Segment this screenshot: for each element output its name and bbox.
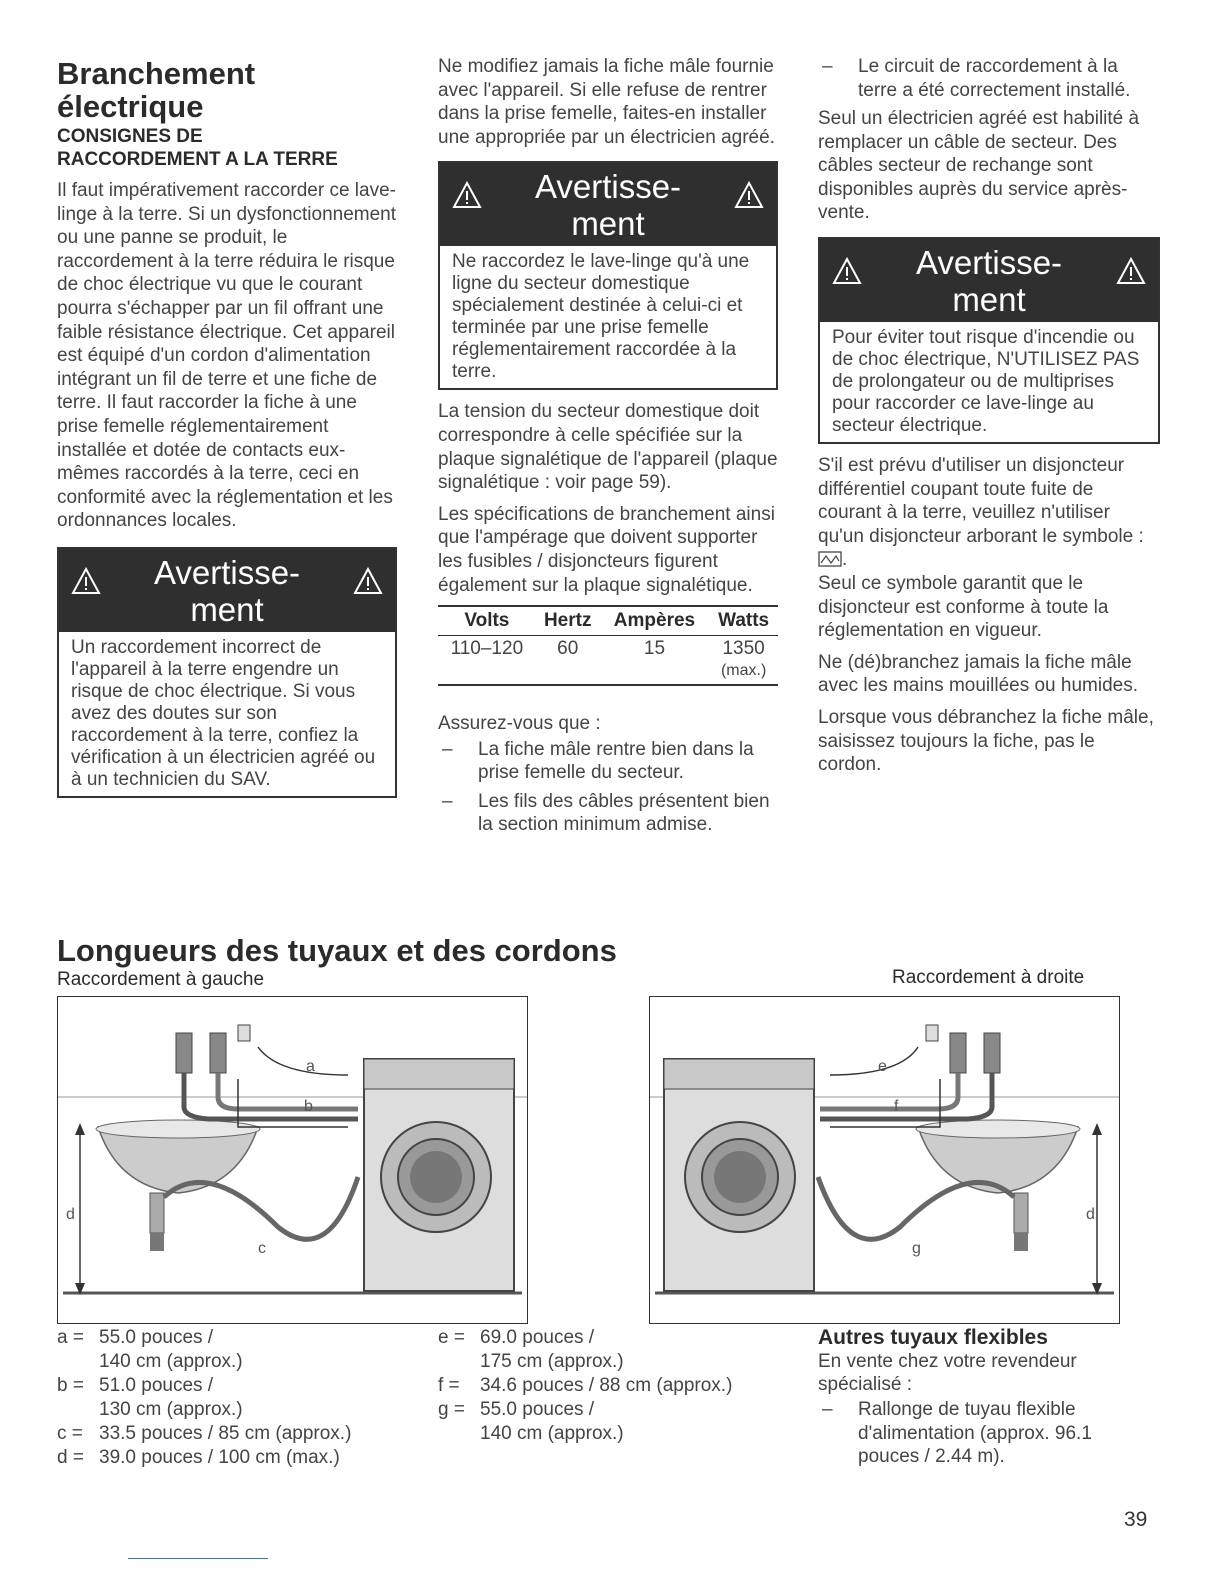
- voltage-paragraph: La tension du secteur domestique doit correspondre à celle spécifiée sur la plaque signalétique de l'appareil (plaque signalétique : voir page 59).: [438, 401, 778, 494]
- warning-title-line-2: ment: [952, 280, 1026, 318]
- section-title: [57, 57, 397, 123]
- legend-value: 69.0 pouces /: [480, 1327, 595, 1348]
- legend-item: [57, 1326, 417, 1374]
- legend-item: [57, 1422, 417, 1446]
- legend-value: 55.0 pouces /: [480, 1399, 595, 1420]
- table-row: [438, 636, 778, 661]
- warning-box: [57, 547, 397, 798]
- warning-header: [440, 163, 776, 246]
- grounding-paragraph: Il faut impérativement raccorder ce lave-linge à la terre. Si un dysfonctionnement ou une panne se produit, le raccordement à la terre réduira le risque de choc électrique vu que le courant pourra s'échapper par un fil offrant une faible résistance électrique. Cet appareil est équipé d'un cordon d'alimentation intégrant un fil de terre et une fiche de terre. Il faut raccorder la fiche à une prise femelle réglementairement installée et dotée de contacts eux-mêmes raccordés à la terre, ceci en conformité avec la réglementation et les ordonnances locales.: [57, 180, 397, 532]
- table-header: Hertz: [536, 606, 600, 636]
- list-item-text: La fiche mâle rentre bien dans la prise femelle du secteur.: [478, 738, 754, 784]
- subtitle: [57, 125, 397, 171]
- warning-triangle-icon: [71, 567, 101, 595]
- list-item: – Rallonge de tuyau flexible d'alimentation (approx. 96.1 pouces / 2.44 m).: [822, 1399, 1092, 1467]
- list-item-text: Le circuit de raccordement à la terre a été correctement installé.: [858, 56, 1131, 101]
- table-cell: 60: [557, 638, 579, 660]
- column-1: [57, 57, 397, 798]
- footer-link-line: [128, 1558, 268, 1559]
- check-intro: Assurez-vous que :: [438, 713, 601, 735]
- table-row: [438, 660, 778, 685]
- warning-title-line-1: Avertisse-: [915, 243, 1063, 281]
- column-3: [818, 55, 1160, 785]
- title-line-1: Branchement: [57, 56, 256, 91]
- subtitle-line-1: CONSIGNES DE: [57, 126, 203, 147]
- label-d: d: [1086, 1206, 1095, 1223]
- legend-key: e =: [438, 1327, 465, 1348]
- legend-key: a =: [57, 1327, 84, 1348]
- label-a: a: [306, 1058, 315, 1075]
- other-hoses: [818, 1326, 1158, 1474]
- subtitle-line-2: RACCORDEMENT A LA TERRE: [57, 149, 338, 170]
- legend-value: 34.6 pouces / 88 cm (approx.): [480, 1375, 733, 1396]
- legend-key: d =: [57, 1447, 84, 1468]
- warning-box: [818, 237, 1160, 444]
- list-item-text: Rallonge de tuyau flexible d'alimentation (approx. 96.1 pouces / 2.44 m).: [858, 1399, 1092, 1467]
- legend-key: b =: [57, 1375, 84, 1396]
- legend-item: [438, 1374, 798, 1398]
- table-cell: 110–120: [450, 638, 524, 660]
- legend-value-2: 175 cm (approx.): [480, 1351, 624, 1372]
- table-header-row: [438, 606, 778, 636]
- left-diagram-svg: [58, 997, 527, 1323]
- legend-left: [57, 1326, 417, 1470]
- warning-text: Ne raccordez le lave-linge qu'à une ligne du secteur domestique spécialement destinée à celui-ci et terminée par une prise femelle réglementairement raccordée à la terre.: [452, 251, 750, 383]
- list-item: – La fiche mâle rentre bien dans la prise femelle du secteur.: [442, 738, 754, 784]
- page-number: 39: [1124, 1508, 1148, 1531]
- unplug-paragraph: Lorsque vous débranchez la fiche mâle, saisissez toujours la fiche, pas le cordon.: [818, 706, 1154, 776]
- table-cell: 1350: [722, 638, 765, 660]
- right-diagram-svg: [650, 997, 1119, 1323]
- legend-value: 39.0 pouces / 100 cm (max.): [99, 1447, 340, 1468]
- warning-title-line-1: Avertisse-: [534, 168, 682, 206]
- label-f: f: [894, 1098, 899, 1115]
- legend-value-2: 140 cm (approx.): [99, 1351, 243, 1372]
- table-note: (max.): [709, 660, 778, 685]
- legend-middle: [438, 1326, 798, 1446]
- legend-item: [57, 1446, 417, 1470]
- title-line-2: électrique: [57, 89, 204, 124]
- right-connection-label: Raccordement à droite: [892, 967, 1085, 988]
- plug-paragraph: Ne modifiez jamais la fiche mâle fournie avec l'appareil. Si elle refuse de rentrer dans la prise femelle, faites-en installer une appropriée par un électricien agréé.: [438, 56, 775, 148]
- legend-value-2: 140 cm (approx.): [480, 1423, 624, 1444]
- other-hoses-text: En vente chez votre revendeur spécialisé :: [818, 1351, 1077, 1395]
- wet-hands-paragraph: Ne (dé)branchez jamais la fiche mâle avec les mains mouillées ou humides.: [818, 651, 1138, 697]
- table-cell: 15: [643, 638, 666, 660]
- breaker-symbol-icon: [818, 551, 842, 567]
- legend-value: 51.0 pouces /: [99, 1375, 214, 1396]
- section-2-title: [57, 934, 957, 991]
- legend-value-2: 130 cm (approx.): [99, 1399, 243, 1420]
- legend-item: [57, 1374, 417, 1422]
- warning-triangle-icon: [734, 181, 764, 209]
- warning-triangle-icon: [832, 257, 862, 285]
- legend-key: f =: [438, 1375, 460, 1396]
- legend-item: [438, 1326, 798, 1374]
- breaker-text: S'il est prévu d'utiliser un disjoncteur différentiel coupant toute fuite de courant à la terre, veuillez n'utiliser qu'un disjoncteur arborant le symbole :: [818, 454, 1144, 547]
- warning-triangle-icon: [452, 181, 482, 209]
- warning-text: Pour éviter tout risque d'incendie ou de choc électrique, N'UTILISEZ PAS de prolongateur ou de multiprises pour raccorder ce lave-linge au secteur électrique.: [832, 326, 1140, 436]
- cable-paragraph: Seul un électricien agréé est habilité à remplacer un câble de secteur. Des câbles secteur de rechange sont disponibles auprès du service après-vente.: [818, 108, 1140, 224]
- list-item: – Les fils des câbles présentent bien la section minimum admise.: [442, 790, 770, 836]
- list-item-text: Les fils des câbles présentent bien la section minimum admise.: [478, 790, 770, 836]
- legend-value: 55.0 pouces /: [99, 1327, 214, 1348]
- warning-title-line-1: Avertisse-: [153, 553, 301, 591]
- label-b: b: [304, 1098, 313, 1115]
- other-hoses-title: Autres tuyaux flexibles: [818, 1326, 1048, 1349]
- warning-triangle-icon: [353, 567, 383, 595]
- warning-triangle-icon: [1116, 257, 1146, 285]
- label-d: d: [66, 1206, 75, 1223]
- warning-text: Un raccordement incorrect de l'appareil à la terre engendre un risque de choc électrique. Si vous avez des doutes sur son raccordement à la terre, confiez la vérification à un électricien agréé ou à un technicien du SAV.: [71, 636, 376, 790]
- column-2: [438, 55, 778, 842]
- warning-box: [438, 161, 778, 390]
- table-header: Watts: [709, 606, 778, 636]
- label-e: e: [878, 1058, 887, 1075]
- right-connection-diagram: [649, 996, 1120, 1324]
- table-rule: [438, 684, 778, 686]
- table-header: Volts: [438, 606, 536, 636]
- table-header: Ampères: [600, 606, 710, 636]
- warning-title-line-2: ment: [190, 590, 264, 628]
- list-item: – Le circuit de raccordement à la terre a été correctement installé.: [822, 56, 1131, 101]
- left-connection-label: Raccordement à gauche: [57, 969, 265, 990]
- breaker-paragraph: S'il est prévu d'utiliser un disjoncteur différentiel coupant toute fuite de courant à la terre, veuillez n'utiliser qu'un disjoncteur arborant le symbole : .: [818, 454, 1144, 571]
- legend-value: 33.5 pouces / 85 cm (approx.): [99, 1423, 352, 1444]
- label-c: c: [258, 1240, 266, 1257]
- warning-header: [820, 239, 1158, 322]
- legend-key: c =: [57, 1423, 83, 1444]
- electrical-spec-table: [438, 605, 778, 686]
- legend-item: [438, 1398, 798, 1446]
- warning-title-line-2: ment: [571, 205, 645, 243]
- breaker-paragraph-2: Seul ce symbole garantit que le disjoncteur est conforme à toute la réglementation en vigueur.: [818, 572, 1109, 642]
- hose-lengths-title: Longueurs des tuyaux et des cordons: [57, 933, 617, 968]
- label-g: g: [912, 1240, 921, 1257]
- legend-key: g =: [438, 1399, 465, 1420]
- left-connection-diagram: [57, 996, 528, 1324]
- warning-header: [59, 549, 395, 632]
- specs-paragraph: Les spécifications de branchement ainsi que l'ampérage que doivent supporter les fusibles / disjoncteurs figurent également sur la plaque signalétique.: [438, 503, 775, 596]
